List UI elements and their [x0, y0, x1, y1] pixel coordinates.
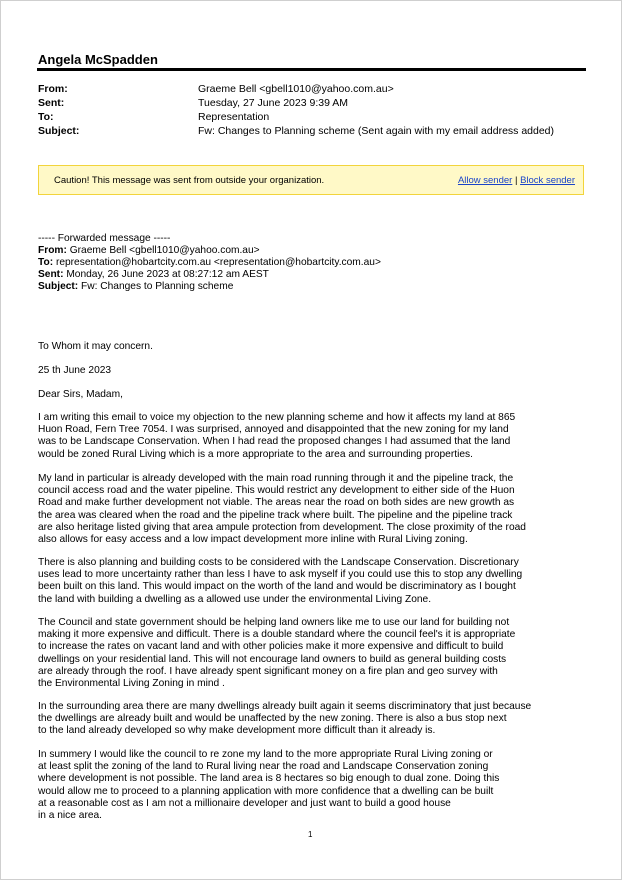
forwarded-from-value: Graeme Bell <gbell1010@yahoo.com.au>	[69, 245, 260, 256]
caution-actions	[458, 175, 575, 186]
body-greeting: To Whom it may concern.	[38, 341, 153, 352]
header-from-value: Graeme Bell <gbell1010@yahoo.com.au>	[198, 83, 394, 95]
forwarded-to-label: To:	[38, 257, 54, 268]
allow-sender-link[interactable]: Allow sender	[457, 175, 513, 186]
forwarded-to-value: representation@hobartcity.com.au <representation@hobartcity.com.au>	[55, 257, 381, 268]
body-letter-date: 25 th June 2023	[38, 365, 112, 376]
forwarded-from-label: From:	[38, 245, 67, 256]
body-paragraph-5: In the surrounding area there are many dwellings already built again it seems discriminatory that just because the dwellings are already built and would be unaffected by the new zoning. There is also a bus stop next to the land already developed so why make development more difficult than it already is.	[38, 701, 532, 737]
external-sender-caution-banner	[38, 165, 584, 195]
forwarded-subject-row	[38, 281, 233, 292]
forwarded-sent-value: Monday, 26 June 2023 at 08:27:12 am AEST	[66, 269, 269, 280]
caution-link-separator: |	[514, 175, 518, 186]
forwarded-to-row	[38, 257, 381, 268]
header-to-label: To:	[38, 111, 54, 123]
page-number: 1	[308, 830, 313, 839]
header-subject-value: Fw: Changes to Planning scheme (Sent again with my email address added)	[198, 125, 555, 137]
body-paragraph-6: In summery I would like the council to re zone my land to the more appropriate Rural Living zoning or at least split the zoning of the land to Rural living near the road and Landscape Conservation zoning where development is not possible. The land area is 8 hectares so big enough to dual zone. Doing this would allow me to proceed to a planning application with more confidence that a dwelling can be built at a reasonable cost as I am not a millionaire developer and just want to build a good house in a nice area.	[38, 749, 500, 822]
block-sender-link[interactable]: Block sender	[520, 175, 575, 186]
body-salutation: Dear Sirs, Madam,	[38, 389, 123, 400]
body-paragraph-2: My land in particular is already developed with the main road running through it and the pipeline track, the council access road and the water pipeline. This would restrict any development to either side of the Huon Road and make further development not viable. The areas near the road on both sides are new growth as the area was cleared when the road and the pipeline track where built. The pipeline and the pipeline track are also heritage listed giving that area ampule protection from development. The close proximity of the road also allows for easy access and a low impact development more inline with Rural Living zoning.	[38, 473, 526, 546]
header-subject-label: Subject:	[38, 125, 80, 137]
header-sent-label: Sent:	[38, 97, 65, 109]
body-paragraph-1: I am writing this email to voice my objection to the new planning scheme and how it affects my land at 865 Huon Road, Fern Tree 7054. I was surprised, annoyed and disappointed that the new zoning for my land was to be Landscape Conservation. When I had read the proposed changes I had assumed that the land would be zoned Rural Living which is a more appropriate to the area and surrounding properties.	[38, 412, 516, 460]
header-from-label: From:	[38, 83, 68, 95]
header-to-value: Representation	[198, 111, 270, 123]
body-paragraph-4: The Council and state government should be helping land owners like me to use our land for building not making it more expensive and difficult. There is a double standard where the council feel's it is appropriate to increase the rates on vacant land and with other policies make it more expensive and difficult to build dwellings on your residential land. This will not encourage land owners to build as general building costs are already through the roof. I have already spent significant money on a fire plan and geo survey with the Environmental Living Zoning in mind .	[38, 617, 516, 690]
forwarded-sent-label: Sent:	[38, 269, 64, 280]
forwarded-subject-value: Fw: Changes to Planning scheme	[81, 281, 234, 292]
forwarded-subject-label: Subject:	[38, 281, 79, 292]
header-sent-value: Tuesday, 27 June 2023 9:39 AM	[198, 97, 349, 109]
caution-message: Caution! This message was sent from outside your organization.	[54, 175, 325, 186]
forwarded-marker: ----- Forwarded message -----	[38, 233, 171, 244]
forwarded-sent-row	[38, 269, 269, 280]
mailbox-owner-name: Angela McSpadden	[38, 52, 158, 67]
header-rule	[37, 68, 586, 71]
body-paragraph-3: There is also planning and building costs to be considered with the Landscape Conservation. Discretionary uses lead to more uncertainty rather than less I have to ask myself if you could use this to stop any dwelling been built on this land. This would impact on the worth of the land and would be discriminatory as I bought the land with building a dwelling as a allowed use under the environmental Living Zone.	[38, 557, 523, 605]
forwarded-from-row	[38, 245, 260, 256]
